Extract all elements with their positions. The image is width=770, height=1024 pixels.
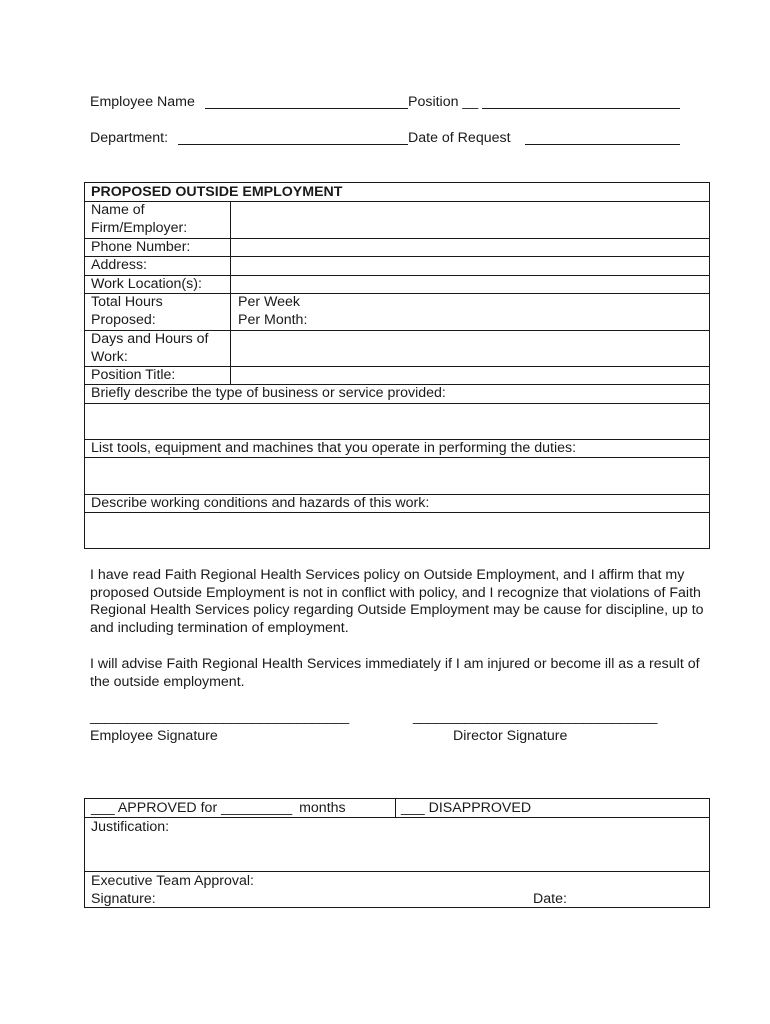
address-label: Address: bbox=[91, 257, 147, 273]
days-hours-label-line1: Days and Hours of bbox=[91, 331, 209, 347]
position-label: Position __ bbox=[408, 94, 479, 110]
approved-option[interactable] bbox=[91, 799, 346, 817]
employee-signature-line[interactable]: ___________________________________ bbox=[90, 709, 349, 725]
signature-label: Signature: bbox=[91, 891, 156, 907]
date-of-request-field[interactable] bbox=[525, 144, 680, 145]
justification-label: Justification: bbox=[91, 819, 170, 835]
total-hours-label-line1: Total Hours bbox=[91, 294, 163, 310]
disapproved-option[interactable]: ___ DISAPPROVED bbox=[401, 800, 532, 816]
phone-number-input[interactable] bbox=[231, 239, 709, 255]
policy-statement: I have read Faith Regional Health Services policy on Outside Employment, and I affirm that my proposed Outside Employment is not in conflict with policy, and I recognize that violations of Faith Regional Health Services policy regarding Outside Employment may be cause for discipline, up to and including termination of employment. bbox=[90, 567, 704, 637]
total-hours-label-line2: Proposed: bbox=[91, 312, 156, 328]
date-of-request-label: Date of Request bbox=[408, 130, 511, 146]
table-title: PROPOSED OUTSIDE EMPLOYMENT bbox=[91, 184, 343, 200]
employee-name-label: Employee Name bbox=[90, 94, 195, 110]
employee-signature-label: Employee Signature bbox=[90, 728, 218, 744]
position-title-input[interactable] bbox=[231, 367, 709, 383]
firm-label-line2: Firm/Employer: bbox=[91, 220, 188, 236]
business-desc-label: Briefly describe the type of business or service provided: bbox=[91, 385, 446, 401]
work-location-input[interactable] bbox=[231, 276, 709, 292]
exec-approval-label: Executive Team Approval: bbox=[91, 873, 254, 889]
date-label: Date: bbox=[533, 891, 567, 907]
phone-label: Phone Number: bbox=[91, 239, 191, 255]
advise-statement: I will advise Faith Regional Health Services immediately if I am injured or become ill as a result of the outside employment. bbox=[90, 656, 700, 690]
firm-label-line1: Name of bbox=[91, 202, 145, 218]
work-location-label: Work Location(s): bbox=[91, 276, 202, 292]
tools-desc-label: List tools, equipment and machines that you operate in performing the duties: bbox=[91, 440, 577, 456]
months-label: months bbox=[299, 800, 346, 816]
per-month-label: Per Month: bbox=[238, 312, 308, 328]
firm-employer-input[interactable] bbox=[231, 202, 709, 237]
justification-input[interactable] bbox=[85, 836, 709, 870]
department-field[interactable] bbox=[178, 144, 408, 145]
approved-prefix: ___ APPROVED for bbox=[91, 800, 218, 816]
conditions-desc-label: Describe working conditions and hazards of this work: bbox=[91, 495, 430, 511]
days-hours-input[interactable] bbox=[231, 331, 709, 365]
address-input[interactable] bbox=[231, 257, 709, 274]
department-label: Department: bbox=[90, 130, 169, 146]
business-desc-input[interactable] bbox=[85, 404, 709, 438]
director-signature-label: Director Signature bbox=[453, 728, 568, 744]
position-title-label: Position Title: bbox=[91, 367, 176, 383]
employee-name-field[interactable] bbox=[205, 108, 408, 109]
approved-months-blank[interactable]: _________ bbox=[221, 800, 293, 816]
days-hours-label-line2: Work: bbox=[91, 349, 128, 365]
conditions-desc-input[interactable] bbox=[85, 513, 709, 548]
position-field[interactable] bbox=[482, 108, 680, 109]
per-week-label: Per Week bbox=[238, 294, 301, 310]
tools-desc-input[interactable] bbox=[85, 458, 709, 493]
director-signature-line[interactable]: _________________________________ bbox=[413, 709, 657, 725]
